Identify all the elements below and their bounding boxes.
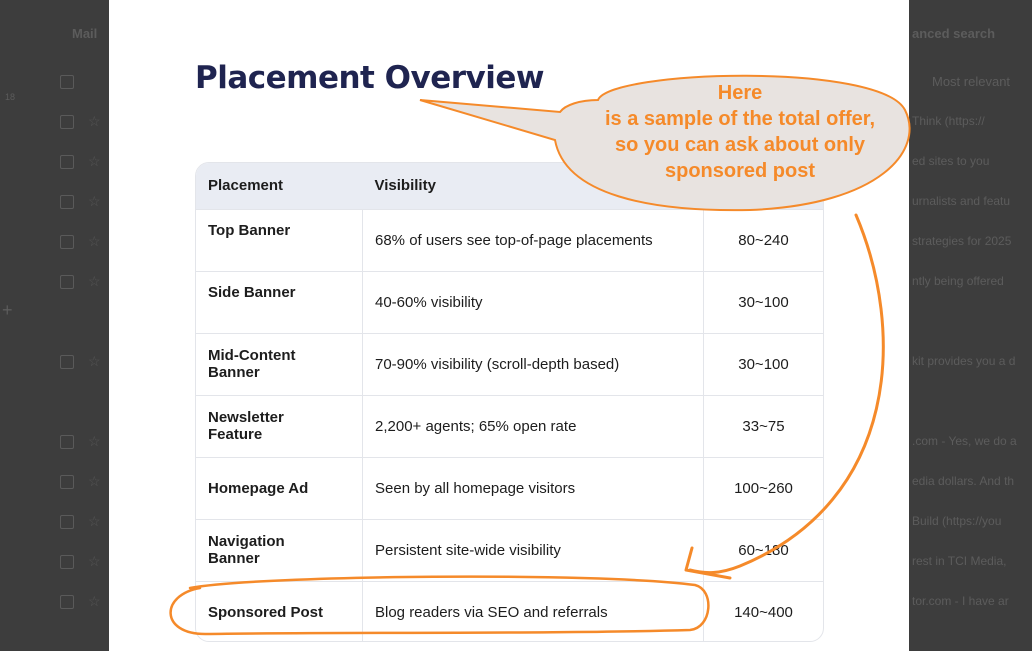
star-icon[interactable]: ☆ (88, 513, 101, 529)
email-snippet[interactable]: Build (https://you (912, 514, 1002, 528)
placement-name: Sponsored Post (196, 581, 363, 642)
placement-price: 100~260 (704, 457, 824, 519)
placement-name: Homepage Ad (196, 457, 363, 519)
email-snippet[interactable]: edia dollars. And th (912, 474, 1015, 488)
placement-name-line: Banner (208, 550, 260, 567)
placement-visibility: Persistent site-wide visibility (363, 519, 704, 581)
document-title: Placement Overview (195, 60, 545, 96)
placement-visibility: 68% of users see top-of-page placements (363, 209, 704, 271)
callout-line: sponsored post (664, 160, 815, 182)
placement-name-line: Mid-Content (208, 347, 296, 364)
placement-name-line: Feature (208, 426, 263, 443)
placement-name-line: Navigation (208, 533, 285, 550)
callout-line: Here (717, 82, 763, 104)
header-placement: Placement (208, 177, 284, 195)
star-icon[interactable]: ☆ (88, 233, 101, 249)
arrow-head-icon (686, 548, 730, 578)
star-icon[interactable]: ☆ (88, 593, 101, 609)
placement-price: 30~100 (704, 271, 824, 333)
email-snippet[interactable]: strategies for 2025 (912, 234, 1012, 248)
callout-text (580, 80, 900, 184)
email-snippet[interactable]: rest in TCI Media, (912, 554, 1007, 568)
email-snippet[interactable]: urnalists and featu (912, 194, 1011, 208)
star-icon[interactable]: ☆ (88, 353, 101, 369)
placement-name-line: Newsletter (208, 409, 284, 426)
mail-label: Mail (72, 26, 98, 41)
plus-icon[interactable]: + (2, 300, 13, 320)
email-snippet[interactable]: kit provides you a d (912, 354, 1016, 368)
star-icon[interactable]: ☆ (88, 433, 101, 449)
placement-name: Side Banner (196, 271, 363, 333)
star-icon[interactable]: ☆ (88, 153, 101, 169)
placement-price: 33~75 (704, 395, 824, 457)
star-icon[interactable]: ☆ (88, 273, 101, 289)
placement-price: 60~180 (704, 519, 824, 581)
placement-visibility: 70-90% visibility (scroll-depth based) (363, 333, 704, 395)
sort-dropdown[interactable]: Most relevant (932, 74, 1011, 89)
email-snippet[interactable]: ntly being offered (912, 274, 1004, 288)
header-visibility: Visibility (374, 177, 436, 195)
email-snippet[interactable]: ed sites to you (912, 154, 990, 168)
star-icon[interactable]: ☆ (88, 553, 101, 569)
email-snippet[interactable]: tor.com - I have ar (912, 594, 1009, 608)
advanced-search-link[interactable]: anced search (912, 26, 996, 41)
placement-price: 80~240 (704, 209, 824, 271)
star-icon[interactable]: ☆ (88, 193, 101, 209)
placement-price: 140~400 (704, 581, 824, 642)
mail-count: 18 (5, 92, 16, 102)
placement-name-line: Banner (208, 364, 260, 381)
placement-price: 30~100 (704, 333, 824, 395)
placement-visibility: 40-60% visibility (363, 271, 704, 333)
email-snippet[interactable]: Think (https:// (912, 114, 985, 128)
placement-visibility: Blog readers via SEO and referrals (363, 581, 704, 642)
star-icon[interactable]: ☆ (88, 473, 101, 489)
placement-name: Top Banner (196, 209, 363, 271)
star-icon[interactable]: ☆ (88, 113, 101, 129)
annotation-arrow (690, 215, 883, 573)
placement-visibility: Seen by all homepage visitors (363, 457, 704, 519)
callout-line: is a sample of the total offer, (604, 108, 876, 130)
placement-visibility: 2,200+ agents; 65% open rate (363, 395, 704, 457)
sponsored-post-circle (171, 577, 709, 634)
email-snippet[interactable]: .com - Yes, we do a (912, 434, 1017, 448)
callout-line: so you can ask about only (614, 134, 866, 156)
